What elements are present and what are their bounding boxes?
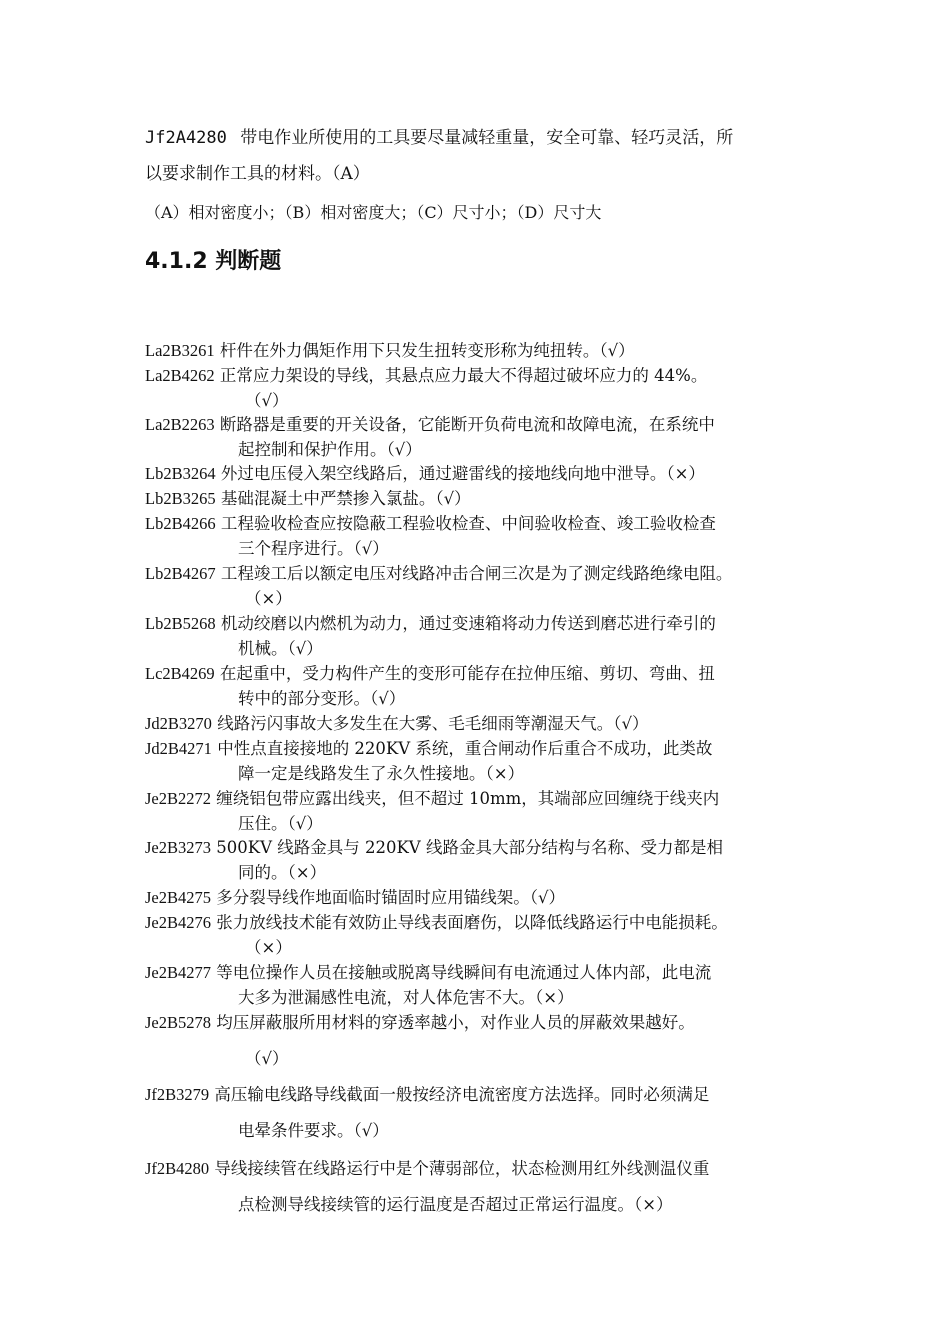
mc-question-text-1: 带电作业所使用的工具要尽量减轻重量，安全可靠、轻巧灵活，所 bbox=[240, 128, 734, 148]
mc-question-text-2: 以要求制作工具的材料。（A） bbox=[145, 164, 370, 184]
tf-item-id: Jd2B4271 bbox=[145, 739, 212, 758]
tf-item-id: Lb2B5268 bbox=[145, 614, 216, 633]
tf-item-id: Jf2B3279 bbox=[145, 1085, 210, 1104]
tf-item bbox=[145, 561, 835, 611]
tf-item bbox=[145, 611, 835, 661]
tf-item-id: La2B2263 bbox=[145, 415, 215, 434]
tf-item-id: Jf2B4280 bbox=[145, 1159, 210, 1178]
tf-item bbox=[145, 736, 835, 786]
tf-item-id: La2B3261 bbox=[145, 341, 215, 360]
tf-item bbox=[145, 711, 835, 736]
tf-item bbox=[145, 910, 835, 960]
tf-item-continuation: 电晕条件要求。（√） bbox=[238, 1121, 389, 1140]
tf-item bbox=[145, 835, 835, 885]
tf-item-continuation: 三个程序进行。（√） bbox=[238, 539, 389, 558]
tf-item bbox=[145, 412, 835, 462]
tf-item-continuation: 大多为泄漏感性电流，对人体危害不大。（×） bbox=[238, 988, 574, 1007]
tf-item bbox=[145, 885, 835, 910]
tf-item-id: Je2B5278 bbox=[145, 1013, 211, 1032]
tf-item-text: 均压屏蔽服所用材料的穿透率越小，对作业人员的屏蔽效果越好。 bbox=[216, 1013, 695, 1032]
tf-item-text: 多分裂导线作地面临时锚固时应用锚线架。（√） bbox=[216, 888, 566, 907]
tf-item-text: 在起重中，受力构件产生的变形可能存在拉伸压缩、剪切、弯曲、扭 bbox=[219, 664, 715, 683]
tf-item-id: Je2B3273 bbox=[145, 838, 211, 857]
mc-question-line-1 bbox=[145, 126, 733, 150]
tf-item-id: Lb2B3265 bbox=[145, 489, 216, 508]
tf-item-text: 缠绕铝包带应露出线夹，但不超过 10mm，其端部应回缠绕于线夹内 bbox=[216, 789, 720, 808]
tf-item-text: 等电位操作人员在接触或脱离导线瞬间有电流通过人体内部，此电流 bbox=[216, 963, 712, 982]
tf-item-text: 外过电压侵入架空线路后，通过避雷线的接地线向地中泄导。（×） bbox=[220, 464, 705, 483]
tf-item-id: Lb2B3264 bbox=[145, 464, 216, 483]
tf-item-text: 高压输电线路导线截面一般按经济电流密度方法选择。同时必须满足 bbox=[214, 1085, 710, 1104]
tf-item-id: Lc2B4269 bbox=[145, 664, 215, 683]
tf-item-id: Je2B4275 bbox=[145, 888, 211, 907]
tf-item-id: La2B4262 bbox=[145, 366, 215, 385]
tf-item bbox=[145, 511, 835, 561]
tf-item bbox=[145, 363, 835, 413]
tf-item-text: 杆件在外力偶矩作用下只发生扭转变形称为纯扭转。（√） bbox=[219, 341, 635, 360]
tf-item-continuation: 转中的部分变形。（√） bbox=[238, 689, 406, 708]
tf-item-continuation: 同的。（×） bbox=[238, 863, 327, 882]
section-heading: 4.1.2 判断题 bbox=[145, 249, 282, 274]
tf-item-text: 工程验收检查应按隐蔽工程验收检查、中间验收检查、竣工验收检查 bbox=[220, 514, 716, 533]
tf-item-text: 导线接续管在线路运行中是个薄弱部位，状态检测用红外线测温仪重 bbox=[214, 1159, 710, 1178]
tf-item bbox=[145, 1156, 835, 1217]
tf-item bbox=[145, 960, 835, 1010]
tf-item-continuation: 点检测导线接续管的运行温度是否超过正常运行温度。（×） bbox=[238, 1195, 673, 1214]
tf-item-continuation: （√） bbox=[245, 1049, 289, 1068]
tf-item-text: 张力放线技术能有效防止导线表面磨伤，以降低线路运行中电能损耗。 bbox=[216, 913, 728, 932]
mc-question-id: Jf2A4280 bbox=[145, 128, 227, 148]
tf-item-id: Jd2B3270 bbox=[145, 714, 212, 733]
tf-item-text: 基础混凝土中严禁掺入氯盐。（√） bbox=[220, 489, 471, 508]
tf-item bbox=[145, 661, 835, 711]
mc-question-line-2 bbox=[145, 162, 370, 186]
tf-item-text: 工程竣工后以额定电压对线路冲击合闸三次是为了测定线路绝缘电阻。 bbox=[220, 564, 733, 583]
tf-item-text: 500KV 线路金具与 220KV 线路金具大部分结构与名称、受力都是相 bbox=[216, 838, 723, 857]
tf-item bbox=[145, 461, 835, 486]
tf-item-id: Lb2B4266 bbox=[145, 514, 216, 533]
tf-item-continuation: 压住。（√） bbox=[238, 814, 323, 833]
tf-item-text: 机动绞磨以内燃机为动力，通过变速箱将动力传送到磨芯进行牵引的 bbox=[220, 614, 716, 633]
tf-item-continuation: （√） bbox=[245, 391, 289, 410]
tf-item-text: 正常应力架设的导线，其悬点应力最大不得超过破坏应力的 44%。 bbox=[219, 366, 708, 385]
tf-item bbox=[145, 1082, 835, 1143]
tf-item-id: Lb2B4267 bbox=[145, 564, 216, 583]
tf-item-continuation: （×） bbox=[245, 589, 292, 608]
tf-item-continuation: 障一定是线路发生了永久性接地。（×） bbox=[238, 764, 525, 783]
tf-item bbox=[145, 1010, 835, 1071]
tf-item-id: Je2B4277 bbox=[145, 963, 211, 982]
tf-item-id: Je2B4276 bbox=[145, 913, 211, 932]
mc-question-options: （A）相对密度小；（B）相对密度大；（C）尺寸小；（D）尺寸大 bbox=[145, 203, 602, 222]
tf-item bbox=[145, 338, 835, 363]
tf-item-continuation: 机械。（√） bbox=[238, 639, 323, 658]
tf-item bbox=[145, 486, 835, 511]
tf-item-text: 中性点直接接地的 220KV 系统，重合闸动作后重合不成功，此类故 bbox=[217, 739, 713, 758]
tf-item-id: Je2B2272 bbox=[145, 789, 211, 808]
tf-item-text: 线路污闪事故大多发生在大雾、毛毛细雨等潮湿天气。（√） bbox=[217, 714, 649, 733]
tf-item bbox=[145, 786, 835, 836]
tf-item-text: 断路器是重要的开关设备，它能断开负荷电流和故障电流，在系统中 bbox=[219, 415, 715, 434]
tf-item-continuation: 起控制和保护作用。（√） bbox=[238, 440, 422, 459]
tf-item-continuation: （×） bbox=[245, 938, 292, 957]
